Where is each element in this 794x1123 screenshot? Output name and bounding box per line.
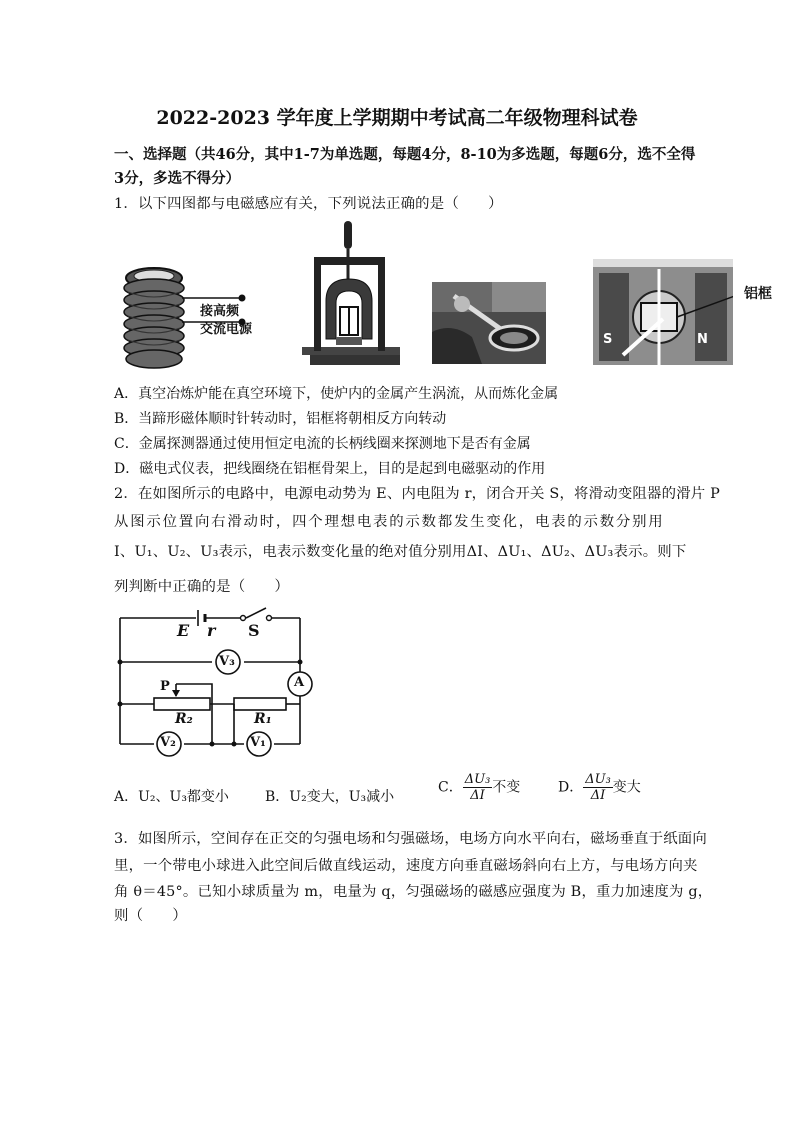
q2-option-c-numerator: ΔU₃ [464, 772, 491, 787]
q1-option-b: B．当蹄形磁体顺时针转动时，铝框将朝相反方向转动 [114, 411, 447, 427]
furnace-label-line1: 接高频 [200, 304, 240, 319]
resistor-r1-label: R₁ [254, 711, 272, 727]
question-2-line4: 列判断中正确的是（ ） [114, 579, 290, 595]
q2-option-d-suffix: 变大 [612, 779, 641, 796]
furnace-label-line2: 交流电源 [200, 322, 253, 337]
section-heading-line2: 3分，多选不得分） [114, 170, 241, 187]
figure-metal-detector [432, 282, 546, 364]
q1-option-d: D．磁电式仪表，把线圈绕在铝框骨架上，目的是起到电磁驱动的作用 [114, 461, 546, 477]
slider-p-label: P [160, 679, 170, 694]
question-2-line2: 从图示位置向右滑动时，四个理想电表的示数都发生变化，电表的示数分别用 [114, 514, 665, 530]
question-3-line3: 角 θ＝45°。已知小球质量为 m，电量为 q，匀强磁场的磁感应强度为 B，重力加速度为 g， [114, 884, 713, 900]
voltmeter-v2-label: V₂ [160, 735, 176, 750]
aluminum-frame-label: 铝框 [744, 286, 772, 302]
q2-option-b: B．U₂变大，U₃减小 [265, 789, 395, 805]
label-switch-s: S [248, 621, 260, 640]
question-1-stem: 1．以下四图都与电磁感应有关，下列说法正确的是（ ） [114, 196, 503, 212]
magnet-pole-s: S [603, 332, 613, 347]
page-title: 2022-2023 学年度上学期期中考试高二年级物理科试卷 [156, 107, 638, 129]
question-2-line3: I、U₁、U₂、U₃表示，电表示数变化量的绝对值分别用ΔI、ΔU₁、ΔU₂、ΔU₃表示。则下 [114, 544, 687, 560]
figure-galvanometer [593, 259, 733, 365]
question-3-line1: 3．如图所示，空间存在正交的匀强电场和匀强磁场，电场方向水平向右，磁场垂直于纸面向 [114, 831, 707, 847]
q2-option-c-prefix: C． [438, 779, 463, 796]
q2-option-a: A．U₂、U₃都变小 [114, 789, 229, 805]
q1-option-a: A．真空冶炼炉能在真空环境下，使炉内的金属产生涡流，从而炼化金属 [114, 386, 559, 402]
ammeter-a-label: A [294, 675, 305, 690]
section-heading-line1: 一、选择题（共46分，其中1-7为单选题，每题4分，8-10为多选题，每题6分，选不全得 [114, 146, 696, 163]
furnace-label [200, 303, 252, 339]
q2-option-d-denominator: ΔI [590, 788, 606, 803]
q2-option-d-prefix: D． [558, 779, 584, 796]
magnet-pole-n: N [697, 332, 708, 347]
voltmeter-v3-label: V₃ [219, 654, 235, 669]
q2-option-d-fraction [583, 772, 613, 803]
q2-option-d-numerator: ΔU₃ [585, 772, 611, 787]
question-2-line1: 2．在如图所示的电路中，电源电动势为 E、内电阻为 r，闭合开关 S，将滑动变阻器的滑片 P [114, 486, 721, 502]
resistor-r2-label: R₂ [175, 711, 193, 727]
figure-horseshoe-magnet [296, 217, 406, 367]
question-3-line4: 则（ ） [114, 908, 187, 924]
q2-option-c [438, 772, 520, 803]
q2-option-d [558, 772, 641, 803]
q2-option-c-suffix: 不变 [492, 779, 521, 796]
q1-option-c: C．金属探测器通过使用恒定电流的长柄线圈来探测地下是否有金属 [114, 436, 531, 452]
label-resistance-r: r [207, 621, 216, 640]
q2-option-c-fraction [463, 772, 493, 803]
voltmeter-v1-label: V₁ [250, 735, 266, 750]
question-3-line2: 里，一个带电小球进入此空间后做直线运动，速度方向垂直磁场斜向右上方，与电场方向夹 [114, 858, 698, 874]
label-emf-e: E [177, 621, 190, 640]
q2-option-c-denominator: ΔI [470, 788, 485, 803]
